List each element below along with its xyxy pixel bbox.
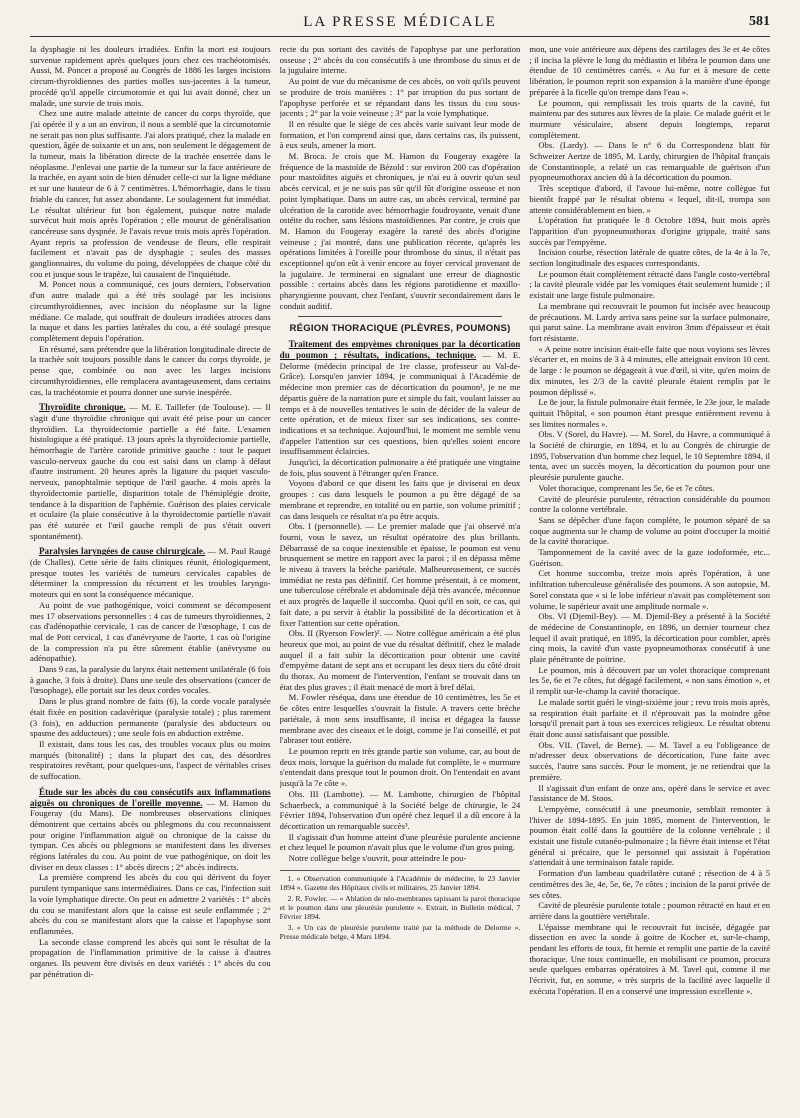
journal-title: LA PRESSE MÉDICALE bbox=[303, 14, 497, 30]
paragraph: Obs. I (personnelle). — Le premier malade que j'ai observé m'a fourni, vous le savez, un résultat opératoire des plus brillants. Débarrassé de sa coque inextensible et épaisse, le poumon est venu brusquement se mettre en rapport avec la paroi ; il en dépassa même le niveau à travers la brèche pariétale. Malheureusement, ce succès immédiat ne resta pas définitif. Cet homme présentait, à ce moment, une tuberculose cérébrale et abdominale déjà très avancée, méconnue et aux progrès de laquelle il succomba. Quoi qu'il en soit, ce cas, qui fait date, a pu servir à établir la possibilité de la décortication et à fixer l'attention sur cette opération. bbox=[279, 521, 521, 628]
paragraph: Obs. VI (Djemil-Bey). — M. Djemil-Bey a présenté à la Société de médecine de Constantinople, en 1896, un dernier tourneur chez lequel il avait pratiqué, en 1895, la décortication pour combler, après cinq mois, la cavité d'un vaste pyopneumothorax consécutif à une plaie pénétrante de poitrine. bbox=[529, 611, 770, 665]
section-abces bbox=[30, 787, 271, 873]
paragraph: Le poumon, mis à découvert par un volet thoracique comprenant les 5e, 6e et 7e côtes, fut dégagé facilement, « non sans émotion », et il remplit sur-le-champ la cavité thoracique. bbox=[529, 664, 770, 697]
section-heading: Étude sur les abcès du cou consécutifs aux inflammations aiguës ou chroniques de l'oreille moyenne. bbox=[30, 786, 271, 808]
section-thyroidite bbox=[30, 402, 271, 541]
footnote: 3. « Un cas de pleurésie purulente traité par la méthode de Delorme ». Presse médicale belge, 4 Mars 1894. bbox=[279, 922, 521, 942]
paragraph: Le 8e jour, la fistule pulmonaire était fermée, le 23e jour, le malade quittait l'hôpital, « son poumon étant presque entièrement revenu à ses limites normales ». bbox=[529, 397, 770, 429]
paragraph: « A peine notre incision était-elle faite que nous voyions ses lèvres s'écarter et, en moins de 3 à 4 minutes, elle atteignait environ 10 cent. de large : le poumon se dégageait à vue d'œil, si vite, qu'en moins de dix minutes, les 2/3 de la cavité pleurale étaient remplis par le poumon déplissé ». bbox=[529, 343, 770, 397]
paragraph: Obs. III (Lambotte). — M. Lambotte, chirurgien de l'hôpital Schaerbeck, a communiqué à la Société belge de chirurgie, le 24 Février 1894, l'observation d'un opéré chez lequel il a dû encore à la décortication un remarquable succès³. bbox=[279, 788, 521, 831]
paragraph: L'épaisse membrane qui le recouvrait fut incisée, dégagée par dissection en avec la sonde à goitre de Kocher et, sur-le-champ, pendant les efforts de toux, fit hernie et remplit une partie de la cavité thoracique. Une toux continuelle, en mobilisant ce poumon, procura seule quelques embarras opératoires à M. Tavel qui, comme il me l'écrivit, fut, en somme, « très surpris de la facilité avec laquelle il exécuta l'opération. Il en a conservé une impression excellente ». bbox=[529, 921, 770, 996]
paragraph: Cavité de pleurésie purulente, rétraction considérable du poumon contre la colonne vertébrale. bbox=[529, 493, 770, 515]
column-left bbox=[30, 44, 271, 1110]
section-empyemes bbox=[280, 339, 521, 457]
paragraph: Obs. II (Ryerson Fowler)². — Notre collègue américain a été plus heureux que moi, au point de vue du résultat définitif, chez le malade auquel il a fait subir la décortication pour obtenir une cavité d'empyème datant de sept ans et occupant les deux tiers du côté droit du thorax. Au moment de l'intervention, l'enfant se trouvait dans un état des plus graves ; il était menacé de mort à bref délai. bbox=[279, 628, 521, 692]
paragraph: La membrane qui recouvrait le poumon fut incisée avec beaucoup de précautions. M. Lardy arriva sans peine sur la surface pulmonaire, qui parut saine. La membrane avait environ 3mm d'épaisseur et était fort résistante. bbox=[529, 300, 770, 343]
paragraph: Formation d'un lambeau quadrilatère cutané ; résection de 4 à 5 centimètres des 3e, 4e, 5e, 6e, 7e côtes ; incision de la paroi privée de ses côtes. bbox=[529, 868, 770, 900]
footnotes bbox=[280, 870, 521, 942]
footnote: 2. R. Fowler. — « Ablation de néo-membranes tapissant la paroi thoracique et le poumon dans une pleurésie purulente ». Extrait, in Bulletin médical, 7 Février 1894. bbox=[279, 893, 521, 922]
section-body: — M. Hamon du Fougeray (du Mans). De nombreuses observations cliniques démontrent que certains abcès ou phlegmons du cou reconnaissent pour origine l'inflammation aiguë ou chronique de la caisse du tympan. Ces abcès ou phlegmons se manifestent dans les diverses régions latérales du cou. Au point de vue pathogénique, on doit les diviser en deux classes : 1° abcès directs ; 2° abcès indirects. bbox=[30, 797, 271, 872]
paragraph: En résumé, sans prétendre que la libération longitudinale directe de la trachée soit toujours possible dans le cancer du corps thyroïde, je pense que, combinée ou non avec les larges incisions circumthyroïdiennes, elle remplacera avantageusement, dans certains cas, la trachéotomie et pourra donner une survie inespérée. bbox=[30, 343, 271, 397]
paragraph: mon, une voie antérieure aux dépens des cartilages des 3e et 4e côtes ; il incisa la plèvre le long du médiastin et libéra le poumon dans une étendue de 10 centimètres carrés. « Au fur et à mesure de cette libération, le poumon reprit son expansion à la manière d'une éponge préparée à la ficelle qu'on trempe dans l'eau ». bbox=[529, 44, 770, 97]
paragraph: Chez une autre malade atteinte de cancer du corps thyroïde, que j'ai opérée il y a un an environ, il nous a semblé que la circumotomie ne serait pas non plus suffisante. J'ai alors pratiqué, chez la malade en question, âgée de soixante et un ans, non seulement le dégagement de la tumeur, mais la libération directe de la trachée enserrée dans le néoplasme. J'enlevai une partie de la tumeur sur la face antérieure de la trachée, en ayant soin de bien dénuder celle-ci sur la ligne médiane et sur une hauteur de 6 à 7 centimètres. L'hémorrhagie, dans le tissu friable du cancer, fut assez abondante. Le soulagement fut immédiat. Le résultat ultérieur fut bon également, puisque notre malade survécut huit mois après l'opération ; elle mourut de généralisation cancéreuse sans dyspnée. Je l'avais revue trois mois après l'opération. Ayant repris sa profession de vendeuse de fleurs, elle respirait facilement et n'avait pas de dysphagie ; seules des masses ganglionnaires, du volume du poing, développées de chaque côté du cou et jusque sous le trapèze, lui causaient de l'inquiétude. bbox=[30, 108, 271, 279]
section-paralysies bbox=[30, 546, 271, 600]
text-columns bbox=[30, 44, 770, 1110]
paragraph: Très sceptique d'abord, il l'avoue lui-même, notre collègue fut bientôt frappé par le résultat obtenu « lequel, dit-il, trompa son attente considérablement en bien. » bbox=[529, 183, 770, 215]
paragraph: Le poumon, qui remplissait les trois quarts de la cavité, fut maintenu par des sutures aux lèvres de la plaie. Ce malade guérit et le murmure vésiculaire, absent depuis longtemps, reparut complètement. bbox=[529, 97, 770, 140]
paragraph: Le malade sortit guéri le vingt-sixième jour ; revu trois mois après, sa respiration était parfaite et il n'éprouvait pas la moindre gêne lorsqu'il prenait part à tous ses exercices religieux. Le résultat obtenu était donc aussi satisfaisant que possible. bbox=[529, 696, 770, 739]
paragraph: Au point de vue du mécanisme de ces abcès, on voit qu'ils peuvent se produire de trois manières : 1° par irruption du pus sortant de l'apophyse perforée et se répandant dans les tissus du cou sous-jacents ; 2° par la voie veineuse ; 3° par la voie lymphatique. bbox=[279, 76, 521, 119]
paragraph: Volet thoracique, comprenant les 5e, 6e et 7e côtes. bbox=[538, 482, 715, 493]
section-divider bbox=[298, 316, 503, 317]
paragraph: Obs. VII. (Tavel, de Berne). — M. Tavel a eu l'obligeance de m'adresser deux observations de décortication, l'une faite avec succès, l'autre sans succès. Pour le moment, je ne retiendrai que la première. bbox=[529, 739, 770, 782]
paragraph: La seconde classe comprend les abcès qui sont le résultat de la propagation de l'inflammation primitive de la caisse à d'autres organes. Ils peuvent être divisés en deux variétés : 1° abcès du cou par pénétration di- bbox=[30, 936, 271, 979]
paragraph: la dysphagie ni les douleurs irradiées. Enfin la mort est toujours survenue rapidement après quelques jours chez ces trachéotomisés. Aussi, M. Poncet a proposé au Congrès de 1886 les larges incisions circum-thyroïdiennes des parties molles sus-jacentes à la tumeur, procédé qu'il appelle circumotomie et qui lui avait donné, chez un malade, une survie de trois mois. bbox=[30, 44, 271, 108]
paragraph: Notre collègue belge s'ouvrit, pour atteindre le pou- bbox=[288, 853, 467, 864]
section-body: — M. E. Taillefer (de Toulouse). — Il s'agit d'une thyroïdite chronique qui avait été prise pour un cancer thyroïdien. La thyroïdectomie partielle a été faite. L'examen histologique a été pratiqué. 13 jours après la thyroïdectomie partielle, hémorrhagie de l'artère carotide primitive gauche : tout le paquet vasculo-nerveux gauche du cou est saisi dans un clamp à défaut d'autre instrument. 20 heures après la ligature du paquet vasculo-nerveux, panophtalmie septique de l'œil gauche. 4 mois après la thyroïdectomie partielle, disparition totale de l'hémiplégie droite, tendance à la disparition de l'aphémie. Guérison des plaies cervicale et oculaire (la plaie consécutive à la thyroïdectomie partielle n'avait pas été suturée et l'œil gauche rempli de pus s'était ouvert spontanément). bbox=[30, 402, 271, 541]
section-heading: Traitement des empyèmes chroniques par la décortication du poumon ; résultats, indications, technique. bbox=[279, 339, 521, 360]
section-title: RÉGION THORACIQUE (PLÈVRES, POUMONS) bbox=[289, 322, 511, 334]
paragraph: Il s'agissait d'un homme atteint d'une pleurésie purulente ancienne et chez lequel le poumon n'avait plus que le volume d'un gros poing. bbox=[279, 831, 521, 853]
paragraph: M. Poncet nous a communiqué, ces jours derniers, l'observation d'un autre malade qui a été très soulagé par les incisions circumthyroïdiennes, avec incision du néoplasme sur la ligne médiane. Ce malade, qui souffrait de douleurs irradiées atroces dans la nuque et dans les parties latérales du cou, a été soulagé presque complètement depuis l'opération. bbox=[30, 279, 271, 343]
section-heading: Paralysies laryngées de cause chirurgicale. bbox=[39, 546, 206, 557]
paragraph: Il s'agissait d'un enfant de onze ans, opéré dans le service et avec l'assistance de M. Stoos. bbox=[529, 782, 770, 804]
paragraph: Dans le plus grand nombre de faits (6), la corde vocale paralysée était fixée en position cadavérique (paralysie totale) ; plus rarement (3 fois), en adduction permanente (paralysie des abducteurs ou spasme des adducteurs) ; une seule fois en abduction extrême. bbox=[30, 696, 271, 739]
paragraph: La première comprend les abcès du cou qui dérivent du foyer purulent tympanique sans intermédiaires. Dans ce cas, l'infection suit la voie lymphatique directe. On peut en admettre 2 variétés : 1° abcès du cou se manifestant alors que la caisse est seule enflammée ; 2° abcès du cou se manifestant alors que la caisse et l'apophyse sont enflammées. bbox=[30, 872, 271, 936]
paragraph: Le poumon était complètement rétracté dans l'angle costo-vertébral ; la cavité pleurale vidée par les vomiques était seulement humide ; il existait une large fistule pulmonaire. bbox=[529, 268, 770, 301]
paragraph: Jusqu'ici, la décortication pulmonaire a été pratiquée une vingtaine de fois, plus souvent à l'étranger qu'en France. bbox=[279, 457, 521, 478]
page-number: 581 bbox=[749, 14, 770, 29]
paragraph: recte du pus sortant des cavités de l'apophyse par une perforation osseuse ; 2° abcès du cou consécutifs à une thrombose du sinus et de la jugulaire interne. bbox=[279, 44, 521, 76]
paragraph: Cet homme succomba, treize mois après l'opération, à une infiltration tuberculeuse généralisée des poumons. A son autopsie, M. Sorel constata que « si le lobe inférieur n'avait pas complètement son volume, le supérieur avait une amplitude normale ». bbox=[529, 568, 770, 611]
paragraph: Tamponnement de la cavité avec de la gaze iodoformée, etc... Guérison. bbox=[529, 547, 770, 568]
column-right bbox=[529, 44, 770, 1110]
paragraph: Incision courbe, résection latérale de quatre côtes, de la 4e à la 7e, section longitudinale des espaces correspondants. bbox=[529, 247, 770, 269]
paragraph: Cavité de pleurésie purulente totale ; poumon rétracté en haut et en arrière dans la gouttière vertébrale. bbox=[529, 900, 770, 921]
paragraph: Le poumon reprit en très grande partie son volume, car, au bout de deux mois, lorsque la guérison du malade fut complète, le « murmure s'entendait dans presque tout le poumon droit. On l'entendait en avant jusqu'à la 7e côte ». bbox=[279, 746, 521, 789]
paragraph: M. Broca. Je crois que M. Hamon du Fougeray exagère la fréquence de la mastoïde de Bézold : sur environ 200 cas d'opération pour mastoïdites aiguës et chroniques, je n'ai eu à ouvrir qu'un seul abcès cervical, et je ne suis pas sûr qu'il fût d'origine osseuse et non point lymphatique. Dans un autre cas, un abcès cervical, terminé par ulcération de la carotide avec hémorrhagie foudroyante, venait d'une ostéite du rocher, sans lésions mastoïdiennes. Par contre, je crois que M. Hamon du Fougeray exagère la rareté des abcès d'origine veineuse ; j'ai montré, dans une publication récente, qu'après les opérations limitées à l'oreille pour thrombose du sinus, il n'était pas exceptionnel qu'on eût à venir encore au foyer cervical provenant de la jugulaire. Je terminerai en signalant une erreur de diagnostic possible : certains abcès dans les régions parotidienne et maxillo-pharyngienne pouvant, chez l'enfant, s'ouvrir secondairement dans le conduit auditif. bbox=[279, 151, 521, 311]
paragraph: Voyons d'abord ce que disent les faits que je diviserai en deux groupes : cas dans lesquels le poumon a pu être dégagé de sa membrane et reprendre, en totalité ou en partie, son volume primitif ; cas dans lesquels ce résultat n'a pu être acquis. bbox=[279, 478, 521, 521]
paragraph: M. Fowler réséqua, dans une étendue de 10 centimètres, les 5e et 6e côtes entre lesquelles s'ouvrait la fistule. A travers cette brèche pariétale, à mon sens insuffisante, il incisa et dégagea la fausse membrane avec des ciseaux et le doigt, comme je l'ai conseillé, et put l'abraser tout entière. bbox=[279, 692, 521, 746]
paragraph: Sans se dépêcher d'une façon complète, le poumon séparé de sa coque augmenta sur le champ de volume au point d'occuper la moitié de la cavité thoracique. bbox=[529, 514, 770, 547]
section-body: — M. E. Delorme (médecin principal de 1re classe, professeur au Val-de-Grâce). Lorsqu'en janvier 1894, je communiquai à l'Académie de médecine mon premier cas de décortication du poumon¹, je ne me départis guère de la narration pure et simple du fait, voulant laisser au temps et à de nouvelles tentatives le soin de décider de la valeur de cette opération, et de mieux fixer sur ses indications, ses contre-indications et sa technique. Aujourd'hui, le moment me semble venu d'appeler l'attention sur ces questions, bien qu'elles soient encore insuffisamment éclaircies. bbox=[279, 349, 521, 457]
footnote: 1. « Observation communiquée à l'Académie de médecine, le 23 Janvier 1894 ». Gazette des Hôpitaux civils et militaires, 25 Janvier 1894. bbox=[279, 873, 521, 893]
paragraph: Il existait, dans tous les cas, des troubles vocaux plus ou moins marqués (bitonalité) ; dans la plupart des cas, des désordres respiratoires revêtant, pour quelques-uns, l'aspect de véritables crises de suffocation. bbox=[30, 739, 271, 782]
paragraph: Obs. (Lardy). — Dans le n° 6 du Correspondenz blatt für Schweizer Aertze de 1895, M. Lardy, chirurgien de l'hôpital français de Constantinople, a relaté un cas remarquable de guérison d'un pyopneumothorax ancien dû à la décortication du poumon. bbox=[529, 140, 770, 183]
paragraph: L'empyème, consécutif à une pneumonie, semblait remonter à l'hiver de 1894-1895. En juin 1895, moment de l'intervention, le poumon était collé dans la gouttière de la colonne vertébrale ; il existait une fistule cutanéo-pulmonaire ; la fièvre était intense et l'état général si précaire, que le personnel qui assistait à l'opération s'attendait à une terminaison fatale rapide. bbox=[529, 803, 770, 868]
section-heading: Thyroïdite chronique. bbox=[39, 402, 126, 413]
paragraph: Obs. V (Sorel, du Havre). — M. Sorel, du Havre, a communiqué à la Société de chirurgie, en 1894, et lu au Congrès de chirurgie de 1895, l'observation d'un homme chez lequel, le 10 Septembre 1894, il tenta, avec un succès moyen, la décortication du poumon pour une pleurésie purulente gauche. bbox=[529, 429, 770, 483]
paragraph: Au point de vue pathogénique, voici comment se décomposent mes 17 observations personnelles : 4 cas de tumeurs thyroïdiennes, 2 cas d'adénopathie cervicale, 1 cas de cancer de l'œsophage, 1 cas de mal de Pott cervical, 1 cas d'anévrysme de l'aorte, 1 cas où l'origine de la compression n'a pu être sûrement établie (anévrysme ou adénopathie). bbox=[30, 599, 271, 664]
column-middle bbox=[280, 44, 521, 1110]
paragraph: Dans 9 cas, la paralysie du larynx était nettement unilatérale (6 fois à gauche, 3 fois à droite). Dans une seule des observations (cancer de l'œsophage), elle portait sur les deux cordes vocales. bbox=[30, 664, 271, 696]
running-header bbox=[30, 14, 770, 37]
paragraph: Il en résulte que le siège de ces abcès varie suivant leur mode de formation, et l'on comprend ainsi que, dans certains cas, ils puissent, à eux seuls, amener la mort. bbox=[279, 118, 521, 151]
paragraph: L'opération fut pratiquée le 8 Octobre 1894, huit mois après l'apparition d'un pyopneumothorax d'origine grippale, traité sans succès par l'empyème. bbox=[529, 215, 770, 247]
section-body: — M. Paul Raugé (de Challes). Cette série de faits cliniques réunit, étiologiquement, presque toutes les variétés de tumeurs cervicales capables de déterminer la compression du récurrent et les troubles laryngo-moteurs qui en sont la conséquence mécanique. bbox=[30, 546, 271, 600]
